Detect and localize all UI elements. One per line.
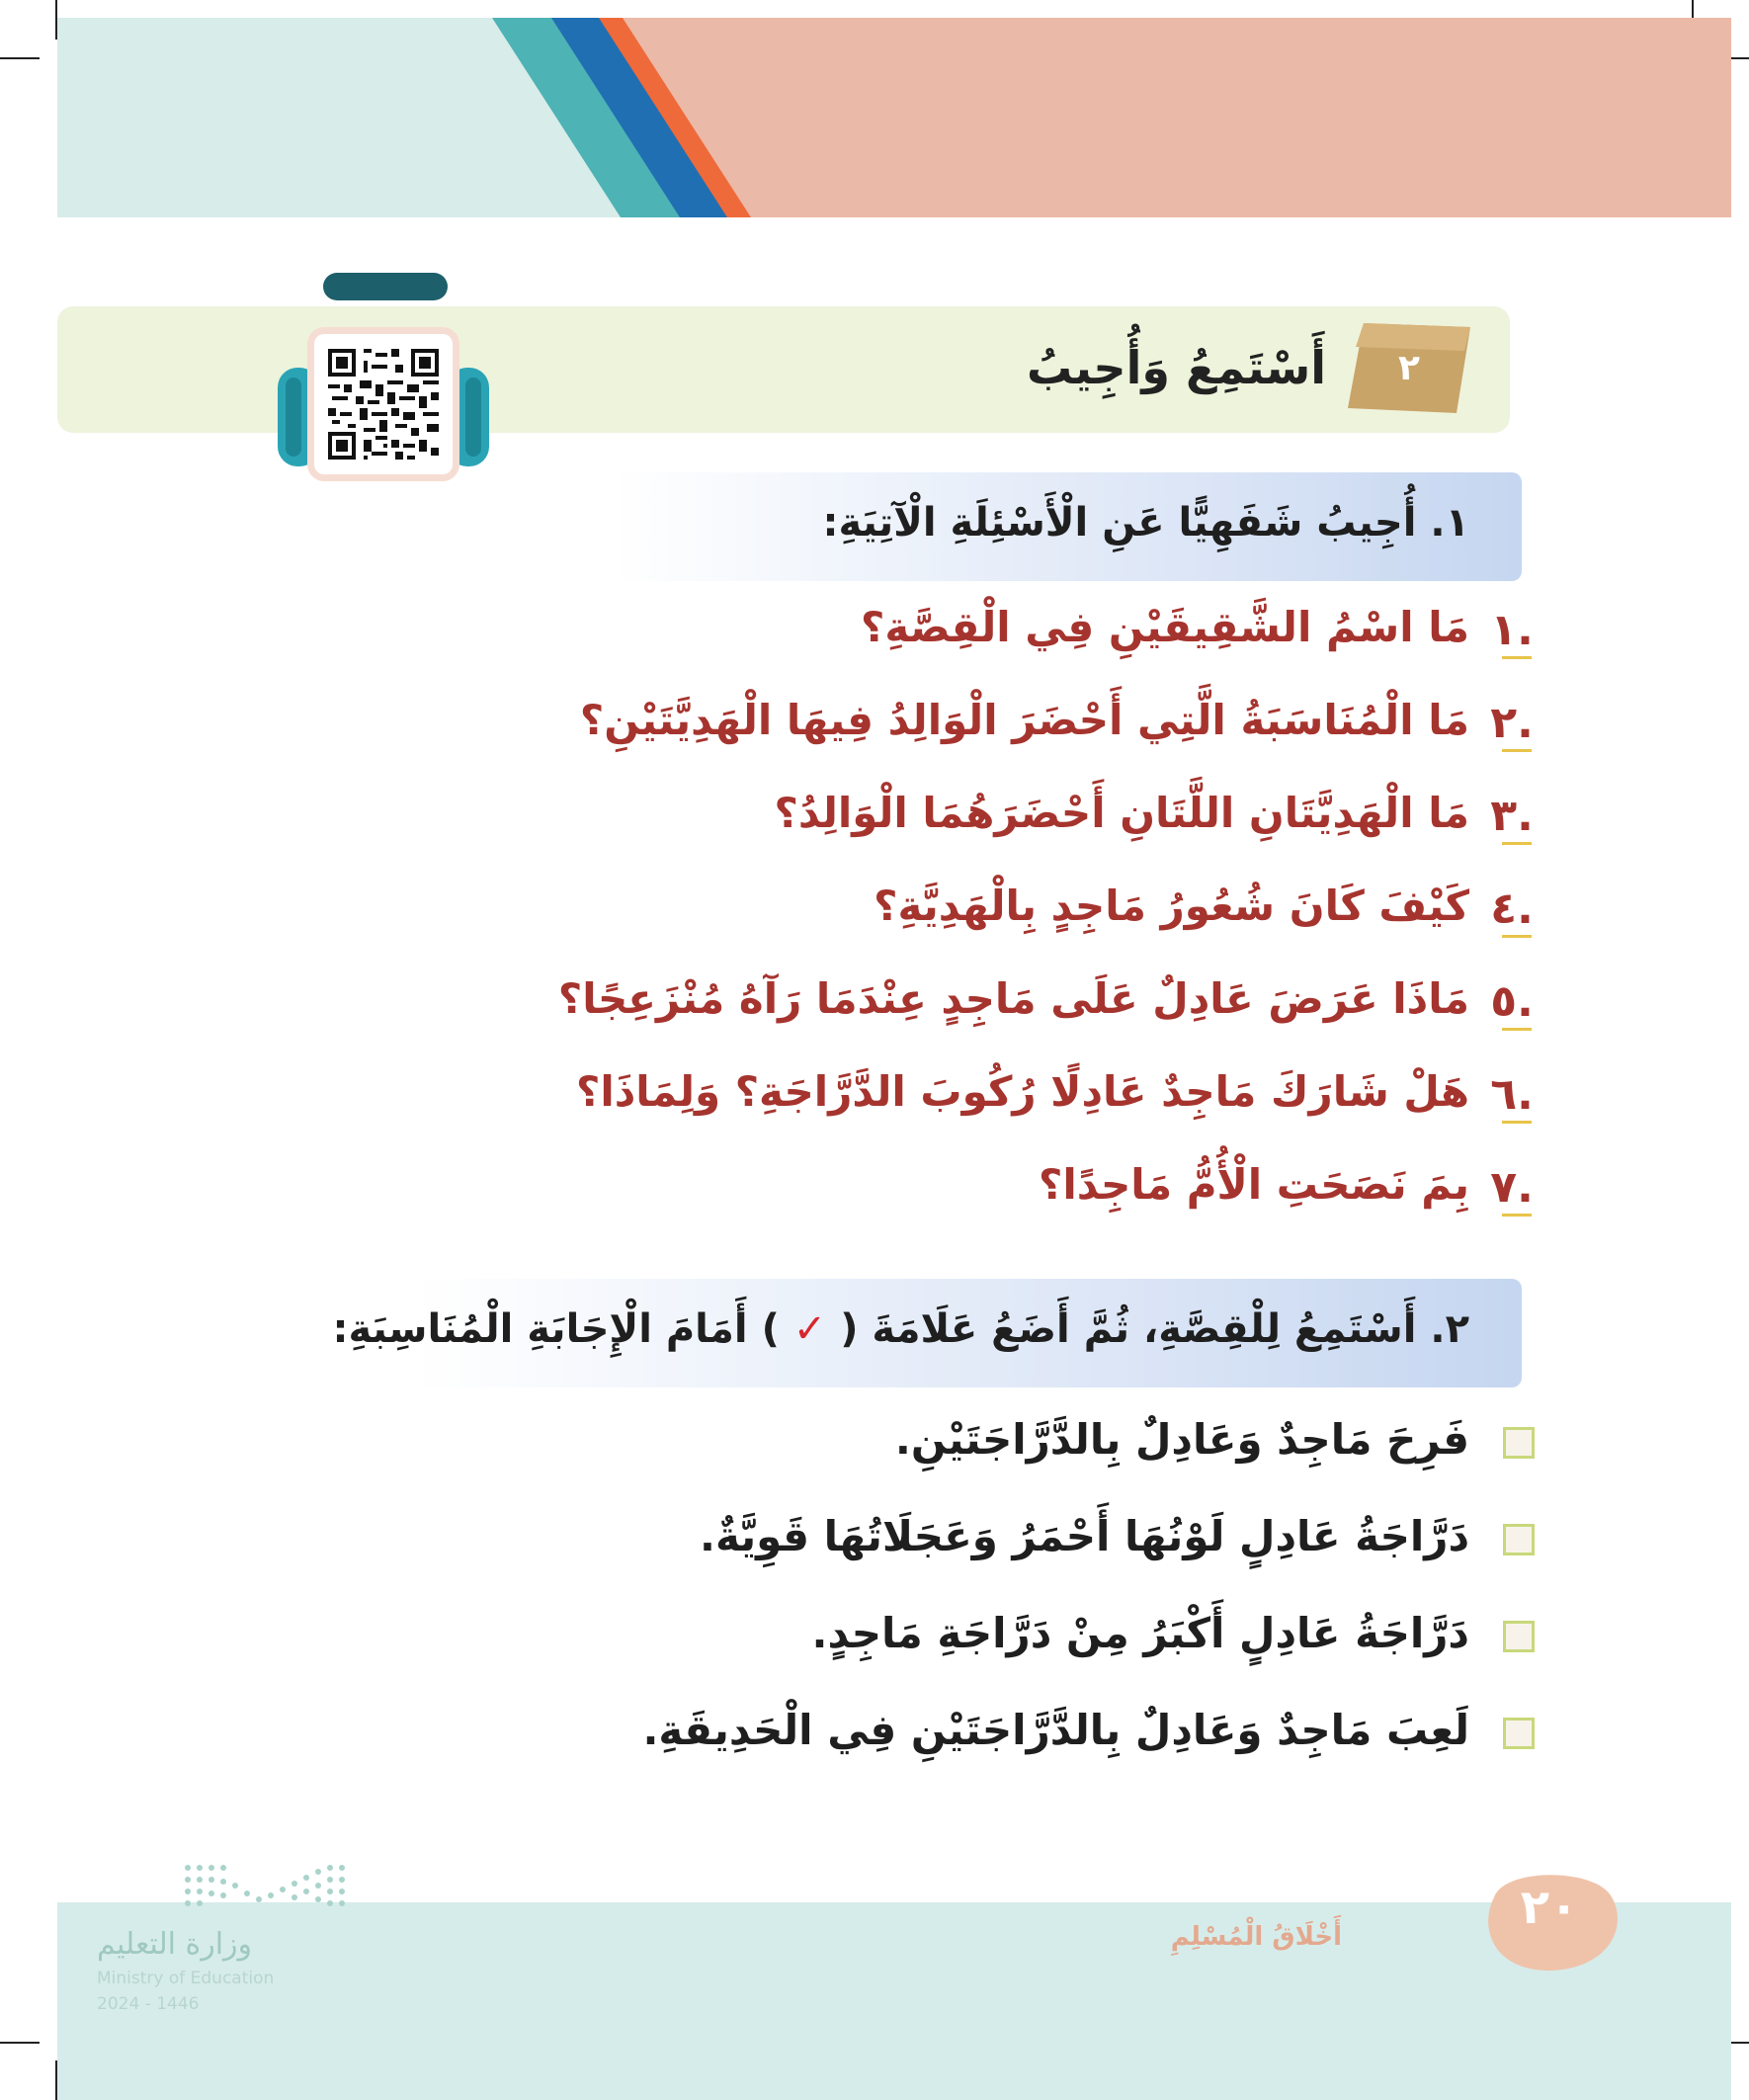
edition-year: 2024 - 1446: [97, 1994, 200, 2014]
question-underline: [1502, 749, 1532, 752]
ministry-name-arabic: وزارة التعليم: [97, 1927, 253, 1962]
section-number-badge: [1346, 321, 1472, 415]
section-title: أَسْتَمِعُ وَأُجِيبُ: [1026, 341, 1326, 394]
question-number: ٧.: [1490, 1162, 1534, 1213]
exercise1-instruction: ١. أُجِيبُ شَفَهِيًّا عَنِ الْأَسْئِلَةِ الْآتِيَةِ:: [822, 500, 1469, 546]
answer-checkbox[interactable]: [1503, 1621, 1535, 1652]
crop-mark: [0, 57, 40, 59]
question-number: ٦.: [1490, 1069, 1534, 1120]
question-text: كَيْفَ كَانَ شُعُورُ مَاجِدٍ بِالْهَدِيَّةِ؟: [874, 882, 1469, 930]
answer-checkbox[interactable]: [1503, 1718, 1535, 1749]
question-text: مَا الْهَدِيَّتَانِ اللَّتَانِ أَحْضَرَهُمَا الْوَالِدُ؟: [774, 789, 1469, 837]
crop-mark: [0, 2042, 40, 2044]
question-number: ١.: [1490, 605, 1534, 655]
answer-checkbox[interactable]: [1503, 1427, 1535, 1459]
page-number: ٢٠: [1520, 1880, 1579, 1935]
answer-option: دَرَّاجَةُ عَادِلٍ لَوْنُهَا أَحْمَرُ وَعَجَلَاتُهَا قَوِيَّةٌ.: [699, 1512, 1469, 1560]
question-underline: [1502, 935, 1532, 938]
answer-checkbox[interactable]: [1503, 1524, 1535, 1555]
answer-option: لَعِبَ مَاجِدٌ وَعَادِلٌ بِالدَّرَّاجَتَيْنِ فِي الْحَدِيقَةِ.: [642, 1706, 1469, 1754]
exercise2-instruction: ٢. أَسْتَمِعُ لِلْقِصَّةِ، ثُمَّ أَضَعُ عَلَامَةَ ( ✓ ) أَمَامَ الْإِجَابَةِ الْمُنَاسِبَةِ:: [332, 1306, 1469, 1352]
question-number: ٢.: [1490, 698, 1534, 748]
question-number: ٥.: [1490, 976, 1534, 1027]
qr-code-icon: [328, 348, 439, 461]
book-title: أَخْلَاقُ الْمُسْلِمِ: [1170, 1922, 1342, 1952]
question-number: ٣.: [1490, 791, 1534, 841]
question-number: ٤.: [1490, 883, 1534, 934]
answer-option: دَرَّاجَةُ عَادِلٍ أَكْبَرُ مِنْ دَرَّاجَةِ مَاجِدٍ.: [811, 1609, 1469, 1657]
question-text: هَلْ شَارَكَ مَاجِدٌ عَادِلًا رُكُوبَ الدَّرَّاجَةِ؟ وَلِمَاذَا؟: [575, 1067, 1469, 1116]
question-text: مَاذَا عَرَضَ عَادِلٌ عَلَى مَاجِدٍ عِنْدَمَا رَآهُ مُنْزَعِجًا؟: [557, 974, 1469, 1023]
ministry-logo-icon: [178, 1856, 356, 1925]
question-underline: [1502, 1028, 1532, 1031]
qr-code[interactable]: [314, 334, 453, 474]
section-number: ٢: [1398, 348, 1420, 388]
ministry-name-english: Ministry of Education: [97, 1969, 275, 1988]
question-underline: [1502, 1214, 1532, 1217]
question-underline: [1502, 656, 1532, 659]
checkmark-icon: ✓: [792, 1306, 827, 1352]
question-text: مَا اسْمُ الشَّقِيقَيْنِ فِي الْقِصَّةِ؟: [861, 603, 1469, 651]
question-text: بِمَ نَصَحَتِ الْأُمُّ مَاجِدًا؟: [1039, 1160, 1469, 1209]
question-underline: [1502, 1121, 1532, 1124]
answer-option: فَرِحَ مَاجِدٌ وَعَادِلٌ بِالدَّرَّاجَتَيْنِ.: [894, 1415, 1469, 1464]
question-text: مَا الْمُنَاسَبَةُ الَّتِي أَحْضَرَ الْوَالِدُ فِيهَا الْهَدِيَّتَيْنِ؟: [579, 696, 1469, 744]
top-banner: [57, 18, 1731, 217]
question-underline: [1502, 842, 1532, 845]
